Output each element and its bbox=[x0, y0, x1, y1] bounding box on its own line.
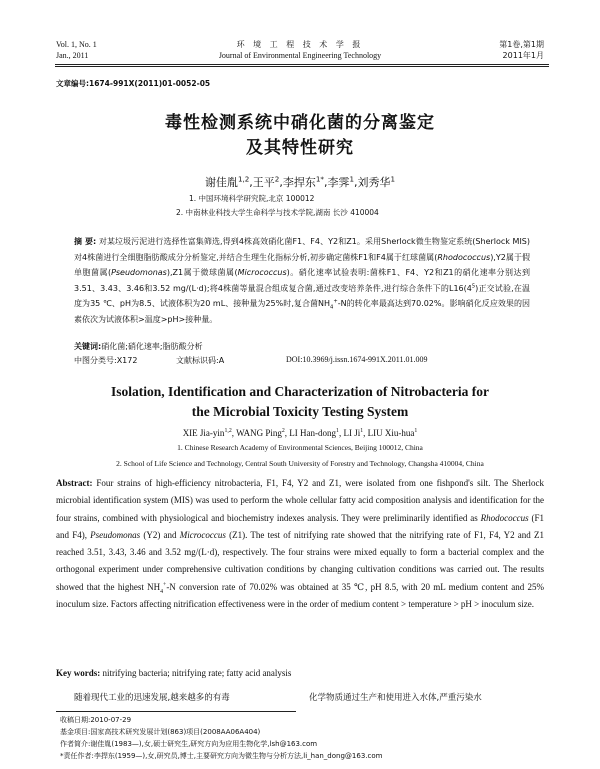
author-zh-4: 李霁 bbox=[327, 176, 350, 189]
author-en-3-affil: 1 bbox=[336, 428, 339, 434]
author-zh-1: 谢佳胤 bbox=[204, 176, 238, 189]
author-zh-2: 王平 bbox=[252, 176, 275, 189]
header-rule-thin bbox=[55, 66, 549, 67]
author-en-4: LI Ji bbox=[343, 428, 361, 438]
nh4-charge: + bbox=[333, 298, 338, 305]
abstract-zh-text: -N的转化率最高达到70.02%。影响硝化反应效果的因素依次为试液体积>温度>pH>接种量。 bbox=[74, 299, 530, 324]
genus-rhodococcus: Rhodococcus bbox=[480, 512, 529, 523]
abstract-en-text: (F1 and F4), bbox=[56, 512, 544, 540]
header-journal-zh: 环 境 工 程 技 术 学 报 bbox=[236, 40, 364, 49]
author-sep: , bbox=[279, 176, 283, 189]
article-number: 文章编号:1674-991X(2011)01-0052-05 bbox=[56, 79, 211, 88]
body-column-1-line: 随着现代工业的迅速发展,越来越多的有毒 bbox=[74, 693, 230, 703]
affiliation-en-1: 1. Chinese Research Academy of Environmental Sciences, Beijing 100012, China bbox=[177, 443, 423, 452]
abstract-en-label: Abstract: bbox=[56, 478, 93, 488]
abstract-zh-label: 摘 要: bbox=[74, 237, 97, 246]
title-en-line1: Isolation, Identification and Characterization of Nitrobacteria for bbox=[110, 384, 490, 399]
author-zh-3-affil: 1* bbox=[315, 174, 324, 184]
abstract-zh-text: ),Y2属于假单胞菌属( bbox=[74, 252, 531, 277]
author-zh-4-affil: 1 bbox=[349, 174, 355, 184]
genus-rhodococcus: Rhodococcus bbox=[437, 252, 491, 262]
abstract-en-text: -N conversion rate of 70.02% was obtained at 35 ℃, pH 8.5, with 20 mL medium content and 25% inoculum size. Factors affecting nitrification effectiveness were in the order of medium content > temperature > pH > inoculum size. bbox=[56, 581, 544, 610]
author-en-2-affil: 2 bbox=[281, 428, 285, 434]
genus-pseudomonas: Pseudomonas bbox=[90, 529, 141, 540]
abstract-en-text: (Z1). The test of nitrifying rate showed that the nitrifying rate of F1, F4, Y2 and Z1 reached 3.51, 3.43, 3.46 and 3.52 mg/(L·d), respectively. The four strains were mixed equally to form a bacterial complex and the orthogonal experiment under comprehensive cultivation conditions by changing cultivation conditions was carried out. The results showed that the highest NH bbox=[56, 529, 544, 592]
nh4-charge: + bbox=[163, 581, 167, 588]
footnote-author: 作者简介:谢佳胤(1983—),女,硕士研究生,研究方向为应用生物化学,lsh@163.com bbox=[60, 740, 318, 748]
author-zh-5: 刘秀华 bbox=[357, 176, 391, 189]
author-en-1-affil: 1,2 bbox=[224, 428, 232, 434]
footnote-fund: 基金项目:国家高技术研究发展计划(863)项目(2008AA06A404) bbox=[60, 728, 261, 736]
title-zh-line1: 毒性检测系统中硝化菌的分离鉴定 bbox=[165, 113, 435, 133]
footnote-rule bbox=[56, 711, 296, 712]
header-journal-en: Journal of Environmental Engineering Technology bbox=[218, 51, 382, 60]
keywords-zh-label: 关键词: bbox=[74, 342, 102, 351]
footnote-received: 收稿日期:2010-07-29 bbox=[60, 716, 132, 724]
genus-pseudomonas: Pseudomonas bbox=[111, 268, 167, 277]
header-date-zh: 2011年1月 bbox=[502, 51, 544, 60]
abstract-zh-text: ),Z1属于微球菌属( bbox=[166, 268, 238, 277]
keywords-en-text: nitrifying bacteria; nitrifying rate; fatty acid analysis bbox=[102, 668, 292, 678]
author-en-5: LIU Xiu-hua bbox=[367, 428, 415, 438]
header-rule bbox=[55, 64, 549, 65]
header-volume-zh: 第1卷,第1期 bbox=[499, 40, 544, 49]
abstract-zh-text: )。硝化速率试验表明:菌株F1、F4、Y2和Z1的硝化速率分别达到3.51、3.43、3.46和3.52 mg/(L·d);将4株菌等量混合组成复合菌,通过改变培养条件,进行综合条件下的L16(4 bbox=[74, 268, 531, 293]
keywords-en bbox=[56, 668, 291, 678]
author-zh-1-affil: 1,2 bbox=[237, 174, 250, 184]
affiliation-zh-1: 1. 中国环境科学研究院,北京 100012 bbox=[189, 194, 315, 203]
author-en-3: LI Han-dong bbox=[289, 428, 337, 438]
author-zh-3: 李捍东 bbox=[282, 176, 316, 189]
nh4-subscript: 4 bbox=[160, 588, 164, 595]
footnote-corresponding: *责任作者:李捍东(1959—),女,研究员,博士,主要研究方向为微生物与分析方法,li_han_dong@163.com bbox=[60, 752, 383, 760]
abstract-en bbox=[56, 475, 544, 613]
doi: DOI:10.3969/j.issn.1674-991X.2011.01.009 bbox=[286, 355, 428, 364]
genus-micrococcus: Micrococcus bbox=[179, 529, 226, 540]
author-sep: , bbox=[354, 176, 358, 189]
author-en-2: WANG Ping bbox=[236, 428, 282, 438]
keywords-en-label: Key words: bbox=[56, 668, 101, 678]
abstract-en-text: Four strains of high-efficiency nitrobacteria, F1, F4, Y2 and Z1, were isolated from one fishpond's silt. The Sherlock microbial identification system (MIS) was used to perform the whole cellular fatty acid composition analysis and identification for the four strains, combined with physiological and biochemistry indexes analysis. They were preliminarily identified as bbox=[56, 478, 545, 523]
body-column-2-line: 化学物质通过生产和使用进入水体,严重污染水 bbox=[309, 693, 482, 703]
nh4-subscript: 4 bbox=[330, 304, 334, 311]
authors-en: XIE Jia-yin$^{1,2}$, WANG Ping$^2$, LI Han-dong$^1$, LI Ji$^1$, LIU Xiu-hua$^1$ bbox=[182, 428, 418, 438]
title-zh-line2: 及其特性研究 bbox=[246, 138, 354, 158]
author-sep: , bbox=[249, 176, 253, 189]
authors-zh bbox=[0, 174, 600, 190]
header-date-en: Jan., 2011 bbox=[56, 51, 89, 60]
clc-number: 中图分类号:X172 bbox=[74, 356, 138, 365]
document-code: 文献标识码:A bbox=[176, 356, 225, 365]
affiliation-zh-2: 2. 中南林业科技大学生命科学与技术学院,湖南 长沙 410004 bbox=[176, 208, 379, 217]
author-sep: , bbox=[323, 176, 328, 189]
author-zh-2-affil: 2 bbox=[274, 174, 280, 184]
abstract-zh-text: 对某垃圾污泥进行选择性富集筛选,得到4株高效硝化菌F1、F4、Y2和Z1。采用Sherlock微生物鉴定系统(Sherlock MIS)对4株菌进行全细胞脂肪酸成分分析鉴定,并结合生理生化指标分析,初步确定菌株F1和F4属于红球菌属( bbox=[74, 237, 531, 262]
orthogonal-exponent: 5 bbox=[471, 282, 476, 289]
keywords-zh bbox=[74, 341, 203, 352]
abstract-en-text: (Y2) and bbox=[140, 529, 180, 540]
genus-micrococcus: Micrococcus bbox=[237, 268, 287, 277]
author-zh-5-affil: 1 bbox=[390, 174, 396, 184]
abstract-zh-text: )正交试验,在温度为35 ℃、pH为8.5、试液体积为20 mL、接种量为25%时,复合菌NH bbox=[74, 283, 530, 308]
abstract-zh bbox=[74, 234, 530, 327]
author-en-4-affil: 1 bbox=[360, 428, 364, 434]
header-volume-en: Vol. 1, No. 1 bbox=[56, 40, 97, 49]
title-en-line2: the Microbial Toxicity Testing System bbox=[191, 404, 409, 419]
affiliation-en-2: 2. School of Life Science and Technology, Central South University of Forestry and Technology, Changsha 410004, China bbox=[116, 459, 484, 468]
author-en-1: XIE Jia-yin bbox=[182, 428, 225, 438]
keywords-zh-text: 硝化菌;硝化速率;脂肪酸分析 bbox=[101, 342, 203, 351]
author-en-5-affil: 1 bbox=[414, 428, 418, 434]
